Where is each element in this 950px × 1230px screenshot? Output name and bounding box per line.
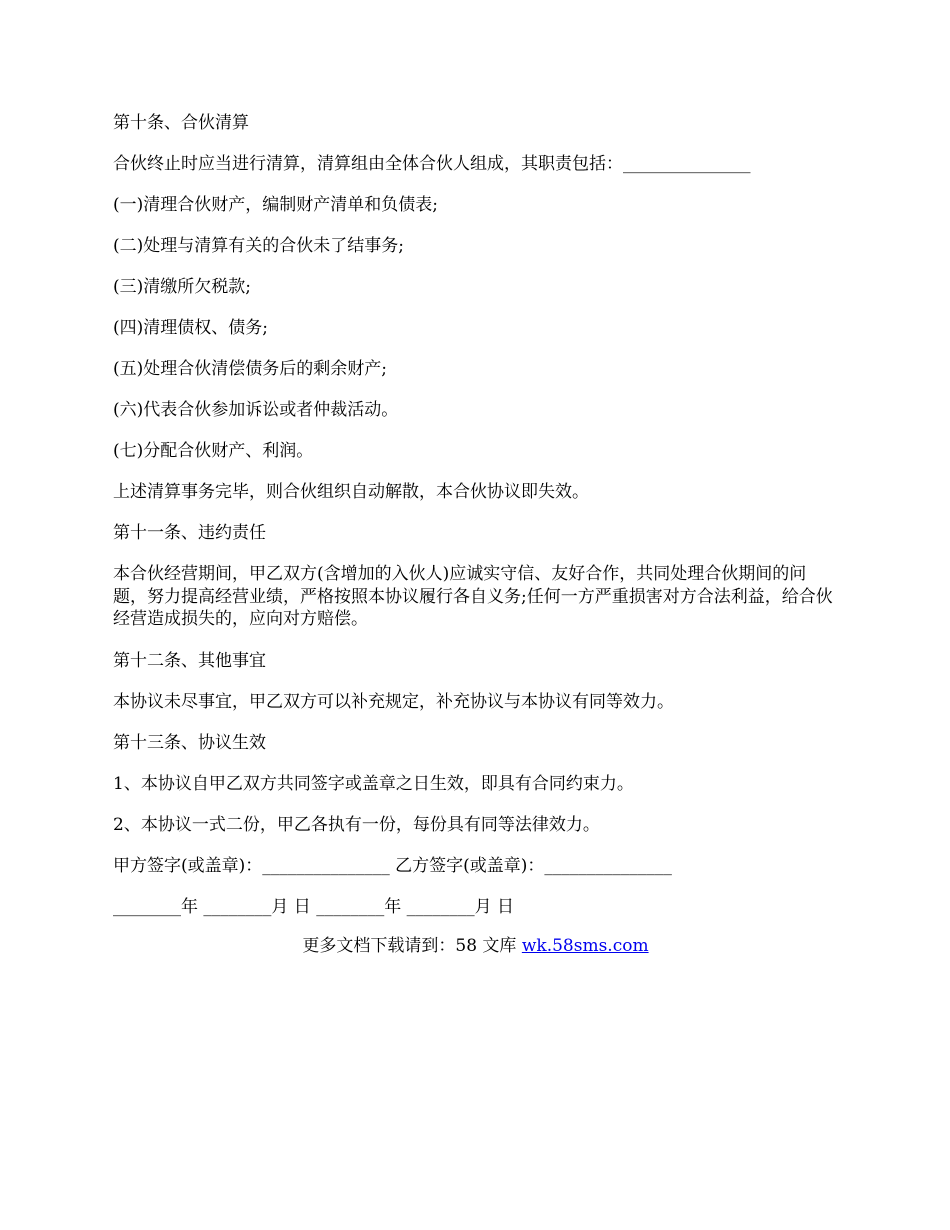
- clearing-item-3: (三)清缴所欠税款;: [113, 277, 251, 297]
- clearing-item-4: (四)清理债权、债务;: [113, 318, 268, 338]
- clearing-conclusion: 上述清算事务完毕，则合伙组织自动解散，本合伙协议即失效。: [113, 482, 589, 502]
- article-13-heading: 第十三条、协议生效: [113, 732, 266, 753]
- other-matters-paragraph: 本协议未尽事宜，甲乙双方可以补充规定，补充协议与本协议有同等效力。: [113, 691, 674, 712]
- article-10-heading: 第十条、合伙清算: [113, 113, 249, 133]
- clearing-intro: 合伙终止时应当进行清算，清算组由全体合伙人组成，其职责包括：_______________: [113, 154, 751, 174]
- clearing-item-7: (七)分配合伙财产、利润。: [113, 441, 314, 461]
- date-line: ________年 ________月 日 ________年 ________月 日: [113, 896, 515, 917]
- liability-paragraph: 本合伙经营期间，甲乙双方(含增加的入伙人)应诚实守信、友好合作，共同处理合伙期间的问题，努力提高经营业绩，严格按照本协议履行各自义务;任何一方严重损害对方合法利益，给合伙经营造成损失的，应向对方赔偿。: [113, 564, 833, 629]
- clearing-item-1: (一)清理合伙财产，编制财产清单和负债表;: [113, 195, 438, 215]
- footer-text: 更多文档下载请到：58 文库: [302, 935, 522, 956]
- clearing-item-5: (五)处理合伙清偿债务后的剩余财产;: [113, 359, 387, 379]
- article-12-heading: 第十二条、其他事宜: [113, 650, 266, 671]
- download-footer: [113, 935, 838, 957]
- clearing-item-2: (二)处理与清算有关的合伙未了结事务;: [113, 236, 404, 256]
- effect-clause-2: 2、本协议一式二份，甲乙各执有一份，每份具有同等法律效力。: [113, 814, 600, 835]
- effect-clause-1: 1、本协议自甲乙双方共同签字或盖章之日生效，即具有合同约束力。: [113, 773, 634, 794]
- clearing-item-6: (六)代表合伙参加诉讼或者仲裁活动。: [113, 400, 399, 420]
- footer-link[interactable]: wk.58sms.com: [521, 935, 649, 956]
- signature-line: 甲方签字(或盖章)：_______________ 乙方签字(或盖章)：_______________: [113, 855, 672, 876]
- article-11-heading: 第十一条、违约责任: [113, 523, 266, 543]
- document-body: [113, 112, 838, 957]
